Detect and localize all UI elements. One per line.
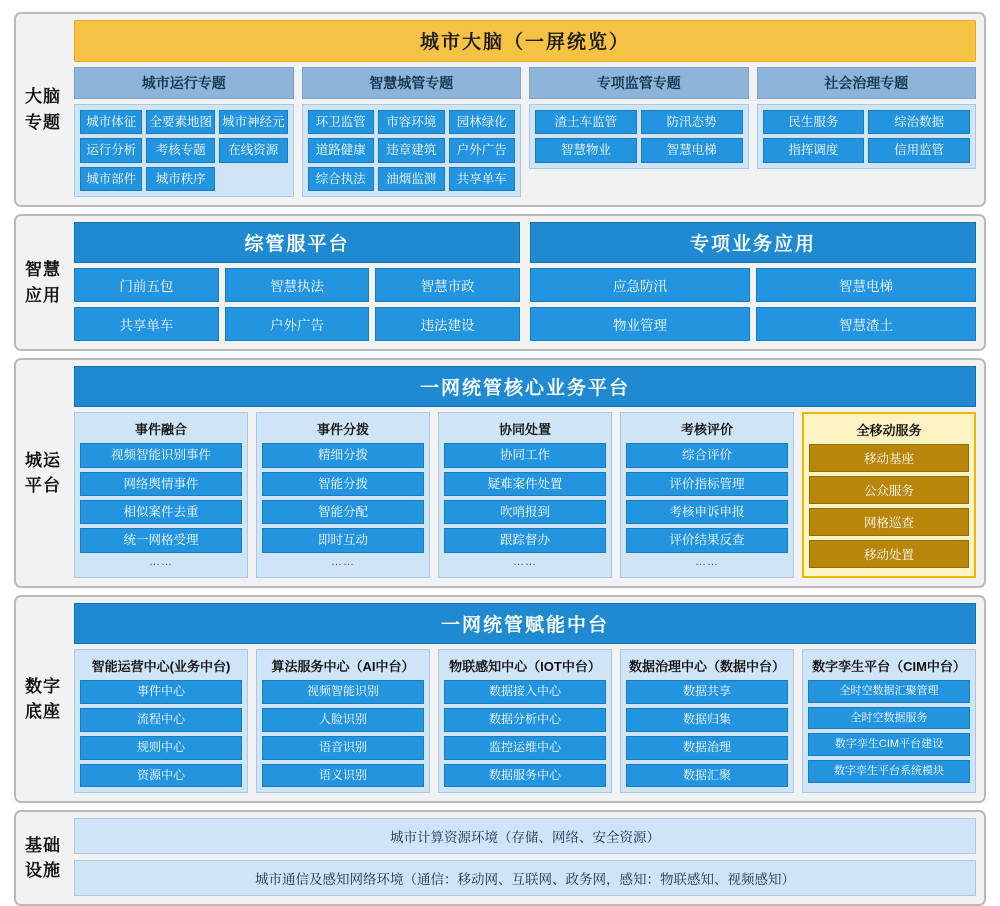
band-body-infrastructure [70, 812, 984, 904]
band-label-line2: 应用 [25, 285, 61, 305]
base-cell[interactable]: 全时空数据服务 [808, 707, 970, 730]
core-cell[interactable]: 疑难案件处置 [444, 472, 606, 496]
band-body-smart-application [70, 216, 984, 349]
brain-cell[interactable]: 环卫监管 [308, 110, 375, 134]
base-cell[interactable]: 监控运维中心 [444, 736, 606, 760]
base-column-iot-middle [438, 649, 612, 793]
application-cell[interactable]: 智慧渣土 [756, 307, 976, 341]
base-column-header: 物联感知中心（IOT中台） [449, 659, 601, 675]
core-cell[interactable]: 网格巡查 [809, 508, 969, 536]
brain-cell[interactable]: 渣土车监管 [535, 110, 637, 134]
brain-cell[interactable]: 在线资源 [219, 138, 288, 162]
digital-base-columns [74, 649, 976, 793]
band-core-platform [14, 358, 986, 588]
brain-cell[interactable]: 户外广告 [449, 138, 516, 162]
base-cell[interactable]: 资源中心 [80, 764, 242, 788]
application-cell[interactable]: 智慧执法 [225, 268, 370, 302]
band-label-line1: 基础 [25, 835, 61, 855]
brain-cell[interactable]: 智慧电梯 [641, 138, 743, 162]
brain-cell[interactable]: 城市神经元 [219, 110, 288, 134]
base-cell[interactable]: 数据归集 [626, 708, 788, 732]
core-column-ellipsis [809, 572, 969, 574]
application-cell[interactable]: 违法建设 [375, 307, 520, 341]
core-cell[interactable]: 评价结果反查 [626, 528, 788, 552]
core-column-assessment [620, 412, 794, 578]
application-group-comprehensive [74, 222, 520, 341]
band-body-core-platform [70, 360, 984, 586]
city-brain-title: 城市大脑（一屏统览） [74, 20, 976, 62]
brain-column-panel [74, 104, 294, 197]
brain-column-social-governance [757, 67, 977, 197]
core-cell[interactable]: 智能分拨 [262, 472, 424, 496]
base-column-ai-middle [256, 649, 430, 793]
brain-column-header: 专项监管专题 [529, 67, 749, 99]
brain-column-header: 城市运行专题 [74, 67, 294, 99]
core-cell[interactable]: 网络舆情事件 [80, 472, 242, 496]
core-cell[interactable]: 评价指标管理 [626, 472, 788, 496]
application-row [74, 307, 520, 341]
brain-cell[interactable]: 油烟监测 [378, 167, 445, 191]
band-label-line2: 设施 [25, 861, 61, 881]
band-label-line2: 底座 [25, 702, 61, 722]
base-cell[interactable]: 数字孪生CIM平台建设 [808, 733, 970, 756]
base-cell[interactable]: 数据接入中心 [444, 680, 606, 704]
base-cell[interactable]: 数据汇聚 [626, 764, 788, 788]
application-row [530, 307, 976, 341]
core-cell[interactable]: 即时互动 [262, 528, 424, 552]
base-cell[interactable]: 全时空数据汇聚管理 [808, 680, 970, 703]
infrastructure-row-compute: 城市计算资源环境（存储、网络、安全资源） [74, 818, 976, 854]
base-cell[interactable]: 语音识别 [262, 736, 424, 760]
core-column-ellipsis: …… [695, 555, 719, 568]
band-label-line1: 数字 [25, 676, 61, 696]
application-cell[interactable]: 智慧电梯 [756, 268, 976, 302]
brain-cell-grid [308, 110, 516, 191]
core-column-ellipsis: …… [331, 555, 355, 568]
core-column-event-fusion [74, 412, 248, 578]
brain-cell[interactable]: 共享单车 [449, 167, 516, 191]
brain-cell-grid [763, 110, 971, 163]
digital-base-title: 一网统管赋能中台 [74, 603, 976, 644]
base-cell[interactable]: 数据分析中心 [444, 708, 606, 732]
application-cell[interactable]: 户外广告 [225, 307, 370, 341]
band-label-line1: 智慧 [25, 260, 61, 280]
base-cell[interactable]: 流程中心 [80, 708, 242, 732]
application-row [74, 268, 520, 302]
core-column-ellipsis: …… [513, 555, 537, 568]
core-cell[interactable]: 移动处置 [809, 540, 969, 568]
base-column-header: 智能运营中心(业务中台) [91, 659, 231, 675]
core-cell[interactable]: 视频智能识别事件 [80, 443, 242, 467]
base-cell[interactable]: 数字孪生平台系统模块 [808, 760, 970, 783]
brain-cell-grid [535, 110, 743, 163]
brain-cell[interactable]: 市容环境 [378, 110, 445, 134]
core-column-header: 事件分拨 [316, 422, 369, 438]
band-label-line2: 平台 [25, 476, 61, 496]
brain-cell[interactable]: 运行分析 [80, 138, 142, 162]
core-cell[interactable]: 吹哨报到 [444, 500, 606, 524]
brain-cell[interactable]: 智慧物业 [535, 138, 637, 162]
band-label-digital-base [16, 597, 70, 801]
brain-column-smart-urban-mgmt [302, 67, 522, 197]
brain-cell-grid [80, 110, 288, 191]
band-label-line1: 大脑 [25, 87, 61, 107]
core-column-header: 考核评价 [680, 422, 733, 438]
band-city-brain [14, 12, 986, 207]
infrastructure-row-network: 城市通信及感知网络环境（通信：移动网、互联网、政务网，感知：物联感知、视频感知） [74, 860, 976, 896]
core-cell[interactable]: 跟踪督办 [444, 528, 606, 552]
band-label-line2: 专题 [25, 112, 61, 132]
core-cell[interactable]: 综合评价 [626, 443, 788, 467]
core-cell[interactable]: 公众服务 [809, 476, 969, 504]
band-smart-application [14, 214, 986, 351]
base-column-header: 数据治理中心（数据中台） [628, 659, 785, 675]
base-cell[interactable]: 语义识别 [262, 764, 424, 788]
base-column-header: 算法服务中心（AI中台） [271, 659, 415, 675]
core-cell[interactable]: 相似案件去重 [80, 500, 242, 524]
brain-column-special-supervision [529, 67, 749, 197]
core-platform-title: 一网统管核心业务平台 [74, 366, 976, 407]
brain-cell[interactable]: 道路健康 [308, 138, 375, 162]
application-cell[interactable]: 门前五包 [74, 268, 219, 302]
base-cell[interactable]: 规则中心 [80, 736, 242, 760]
core-column-ellipsis: …… [149, 555, 173, 568]
application-group-title: 综管服平台 [74, 222, 520, 263]
base-column-business-middle [74, 649, 248, 793]
band-body-digital-base [70, 597, 984, 801]
core-platform-columns [74, 412, 976, 578]
application-group-special [530, 222, 976, 341]
brain-cell[interactable]: 防汛态势 [641, 110, 743, 134]
brain-cell[interactable]: 综治数据 [868, 110, 970, 134]
brain-column-header: 智慧城管专题 [302, 67, 522, 99]
brain-cell[interactable]: 城市部件 [80, 167, 142, 191]
core-column-header: 协同处置 [498, 422, 551, 438]
base-column-cim-middle [802, 649, 976, 793]
brain-cell[interactable]: 城市体征 [80, 110, 142, 134]
core-cell[interactable]: 智能分配 [262, 500, 424, 524]
core-column-collaborative-handling [438, 412, 612, 578]
brain-cell[interactable]: 违章建筑 [378, 138, 445, 162]
brain-cell[interactable]: 全要素地图 [146, 110, 215, 134]
city-brain-columns [74, 67, 976, 197]
brain-cell[interactable]: 园林绿化 [449, 110, 516, 134]
brain-cell[interactable]: 信用监管 [868, 138, 970, 162]
application-groups [74, 222, 976, 341]
core-cell[interactable]: 统一网格受理 [80, 528, 242, 552]
brain-cell[interactable]: 考核专题 [146, 138, 215, 162]
band-label-city-brain [16, 14, 70, 205]
application-group-title: 专项业务应用 [530, 222, 976, 263]
core-cell[interactable]: 考核申诉申报 [626, 500, 788, 524]
brain-cell[interactable]: 综合执法 [308, 167, 375, 191]
core-cell[interactable]: 协同工作 [444, 443, 606, 467]
brain-column-panel [757, 104, 977, 169]
base-cell[interactable]: 人脸识别 [262, 708, 424, 732]
band-label-infrastructure [16, 812, 70, 904]
brain-cell[interactable]: 指挥调度 [763, 138, 865, 162]
base-cell[interactable]: 视频智能识别 [262, 680, 424, 704]
core-column-event-dispatch [256, 412, 430, 578]
brain-column-city-operation [74, 67, 294, 197]
brain-column-panel [529, 104, 749, 169]
band-digital-base [14, 595, 986, 803]
base-cell[interactable]: 数据共享 [626, 680, 788, 704]
base-cell[interactable]: 事件中心 [80, 680, 242, 704]
core-cell[interactable]: 精细分拨 [262, 443, 424, 467]
brain-column-header: 社会治理专题 [757, 67, 977, 99]
application-row [530, 268, 976, 302]
core-column-full-mobile-service [802, 412, 976, 578]
brain-cell[interactable]: 民生服务 [763, 110, 865, 134]
brain-cell[interactable]: 城市秩序 [146, 167, 215, 191]
base-cell[interactable]: 数据服务中心 [444, 764, 606, 788]
core-column-header: 全移动服务 [856, 423, 922, 439]
application-cell[interactable]: 智慧市政 [375, 268, 520, 302]
band-body-city-brain [70, 14, 984, 205]
band-label-line1: 城运 [25, 450, 61, 470]
base-column-header: 数字孪生平台（CIM中台） [812, 659, 966, 675]
application-cell[interactable]: 应急防汛 [530, 268, 750, 302]
core-column-header: 事件融合 [134, 422, 187, 438]
base-cell[interactable]: 数据治理 [626, 736, 788, 760]
application-cell[interactable]: 物业管理 [530, 307, 750, 341]
band-label-smart-application [16, 216, 70, 349]
base-column-data-middle [620, 649, 794, 793]
band-label-core-platform [16, 360, 70, 586]
band-infrastructure [14, 810, 986, 906]
brain-column-panel [302, 104, 522, 197]
application-cell[interactable]: 共享单车 [74, 307, 219, 341]
core-cell[interactable]: 移动基座 [809, 444, 969, 472]
